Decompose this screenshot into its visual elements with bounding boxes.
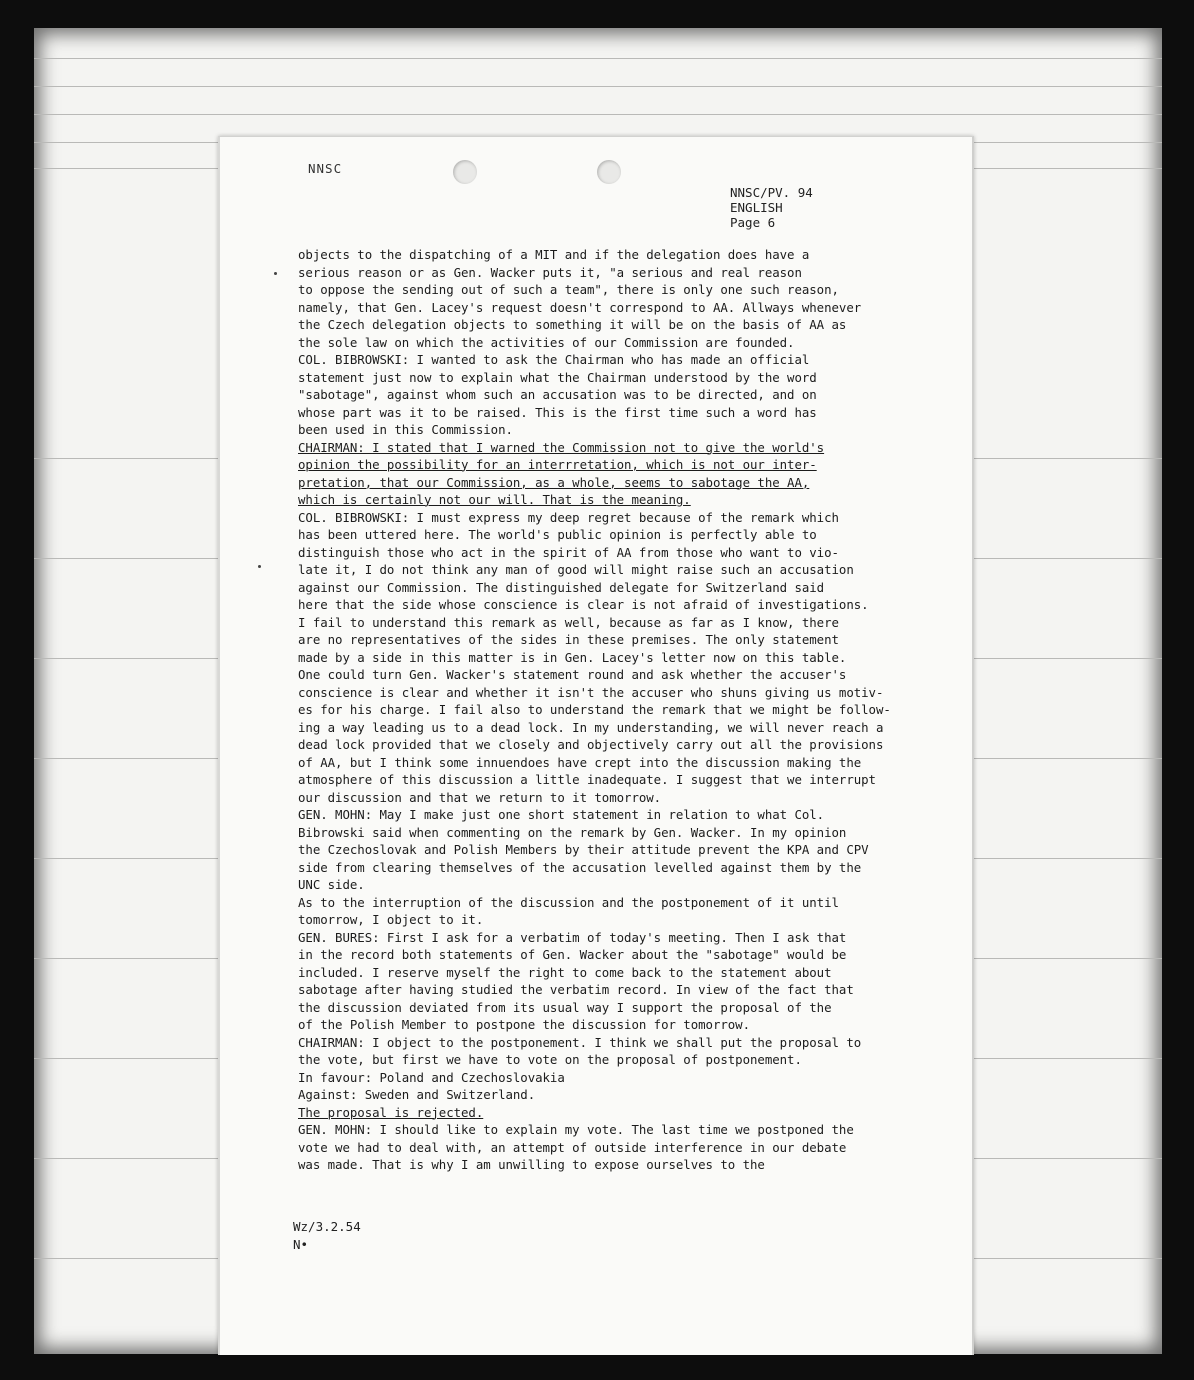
body-line: "sabotage", against whom such an accusation was to be directed, and on (298, 387, 817, 402)
typist-reference: Wz/3.2.54 (293, 1219, 361, 1234)
body-line: the sole law on which the activities of our Commission are founded. (298, 334, 795, 350)
body-line: vote we had to deal with, an attempt of outside interference in our debate (298, 1139, 847, 1155)
body-line: made by a side in this matter is in Gen. Lacey's letter now on this table. (298, 649, 847, 665)
punch-hole (453, 160, 477, 184)
body-line: our discussion and that we return to it tomorrow. (298, 789, 662, 805)
body-line: the vote, but first we have to vote on the proposal of postponement. (298, 1052, 802, 1067)
body-line: CHAIRMAN: I stated that I warned the Commission not to give the world's (298, 439, 825, 455)
body-line: GEN. MOHN: I should like to explain my vote. The last time we postponed the (298, 1122, 854, 1137)
body-line: the Czech delegation objects to something it will be on the basis of AA as (298, 317, 847, 332)
document-body (298, 246, 928, 1174)
body-line: GEN. BURES: First I ask for a verbatim of today's meeting. Then I ask that (298, 929, 847, 945)
body-line: atmosphere of this discussion a little inadequate. I suggest that we interrupt (298, 772, 876, 787)
margin-speck (258, 565, 261, 568)
ruling-line (34, 114, 1162, 115)
body-line: namely, that Gen. Lacey's request doesn't correspond to AA. Allways whenever (298, 299, 862, 315)
body-line: Against: Sweden and Switzerland. (298, 1087, 536, 1102)
body-line: COL. BIBROWSKI: I wanted to ask the Chairman who has made an official (298, 352, 810, 367)
body-line: As to the interruption of the discussion and the postponement of it until (298, 894, 839, 910)
body-line: are no representatives of the sides in these premises. The only statement (298, 632, 839, 647)
body-line: In favour: Poland and Czechoslovakia (298, 1069, 565, 1085)
body-line: the discussion deviated from its usual way I support the proposal of the (298, 999, 832, 1015)
body-line: tomorrow, I object to it. (298, 912, 484, 927)
document-footer (293, 1218, 361, 1254)
body-line: opinion the possibility for an interrretation, which is not our inter- (298, 457, 817, 472)
body-line: serious reason or as Gen. Wacker puts it, "a serious and real reason (298, 264, 802, 280)
page-number: Page 6 (730, 215, 776, 230)
body-line: of the Polish Member to postpone the discussion for tomorrow. (298, 1017, 750, 1032)
body-line: One could turn Gen. Wacker's statement round and ask whether the accuser's (298, 667, 847, 682)
body-line: which is certainly not our will. That is the meaning. (298, 492, 691, 507)
body-line: against our Commission. The distinguished delegate for Switzerland said (298, 579, 825, 595)
body-line: the Czechoslovak and Polish Members by their attitude prevent the KPA and CPV (298, 842, 869, 857)
body-line: here that the side whose conscience is clear is not afraid of investigations. (298, 597, 869, 612)
body-line: included. I reserve myself the right to come back to the statement about (298, 964, 832, 980)
body-line: dead lock provided that we closely and objectively carry out all the provisions (298, 737, 884, 752)
body-line: I fail to understand this remark as well, because as far as I know, there (298, 614, 839, 630)
body-line: conscience is clear and whether it isn't the accuser who shuns giving us motiv- (298, 684, 884, 700)
document-reference: NNSC/PV. 94 (730, 185, 813, 200)
body-line: CHAIRMAN: I object to the postponement. I think we shall put the proposal to (298, 1034, 862, 1050)
body-line: side from clearing themselves of the accusation levelled against them by the (298, 859, 862, 875)
margin-speck (274, 272, 277, 275)
body-line: has been uttered here. The world's public opinion is perfectly able to (298, 527, 817, 542)
body-line: been used in this Commission. (298, 422, 513, 437)
body-line: of AA, but I think some innuendoes have crept into the discussion making the (298, 754, 862, 770)
body-line: to oppose the sending out of such a team", there is only one such reason, (298, 282, 839, 297)
body-line: sabotage after having studied the verbatim record. In view of the fact that (298, 982, 854, 997)
body-line: statement just now to explain what the Chairman understood by the word (298, 369, 817, 385)
punch-hole (597, 160, 621, 184)
body-line: Bibrowski said when commenting on the remark by Gen. Wacker. In my opinion (298, 824, 847, 840)
body-line: distinguish those who act in the spirit of AA from those who want to vio- (298, 544, 839, 560)
ruling-line (34, 58, 1162, 59)
body-line: late it, I do not think any man of good will might raise such an accusation (298, 562, 854, 577)
ruling-line (34, 86, 1162, 87)
body-line: es for his charge. I fail also to understand the remark that we might be follow- (298, 702, 891, 717)
body-line: was made. That is why I am unwilling to expose ourselves to the (298, 1157, 765, 1172)
typist-initials: N• (293, 1237, 309, 1252)
body-line: ing a way leading us to a dead lock. In my understanding, we will never reach a (298, 719, 884, 735)
header-mark: NNSC (308, 161, 343, 176)
body-line: whose part was it to be raised. This is the first time such a word has (298, 404, 817, 420)
body-line: pretation, that our Commission, as a whole, seems to sabotage the AA, (298, 474, 810, 490)
body-line: GEN. MOHN: May I make just one short statement in relation to what Col. (298, 807, 825, 822)
body-line: COL. BIBROWSKI: I must express my deep regret because of the remark which (298, 509, 839, 525)
body-line: The proposal is rejected. (298, 1104, 484, 1120)
document-language: ENGLISH (730, 200, 783, 215)
body-line: objects to the dispatching of a MIT and if the delegation does have a (298, 247, 810, 262)
document-header (730, 185, 813, 230)
body-line: in the record both statements of Gen. Wacker about the "sabotage" would be (298, 947, 847, 962)
body-line: UNC side. (298, 877, 365, 892)
